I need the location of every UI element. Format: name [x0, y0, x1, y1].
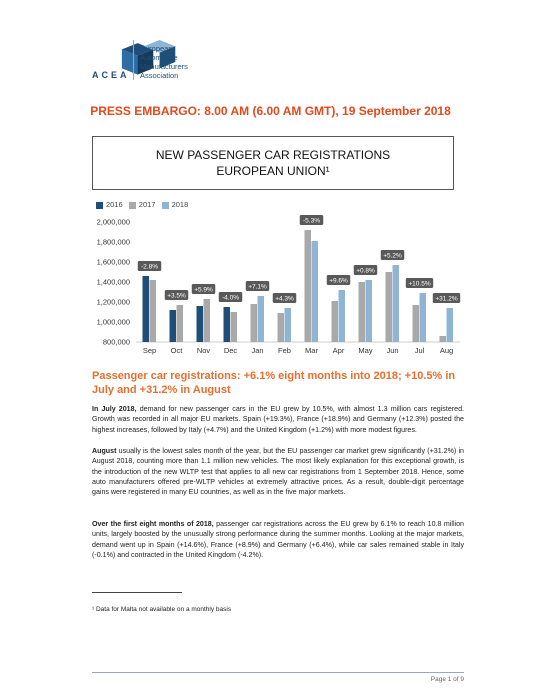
paragraph-lead: Over the first eight months of 2018, — [92, 520, 214, 528]
bar-2018-may — [366, 280, 373, 342]
bar-2017-jul — [413, 305, 420, 342]
bar-2016-dec — [224, 307, 231, 342]
legend-swatch-2017 — [129, 202, 136, 209]
paragraph-july — [92, 404, 464, 435]
bar-2018-aug — [447, 308, 454, 342]
bar-2018-mar — [312, 241, 319, 342]
legend-swatch-2016 — [96, 202, 103, 209]
paragraph-lead: In July 2018, — [92, 405, 137, 413]
logo-divider — [133, 40, 134, 80]
bar-2017-apr — [332, 301, 339, 342]
y-tick-label: 1,200,000 — [96, 297, 130, 307]
title-box — [92, 136, 454, 190]
footnote-divider — [92, 592, 182, 593]
bar-2018-jan — [258, 296, 265, 342]
paragraph-august — [92, 446, 464, 497]
registrations-chart — [92, 212, 467, 362]
org-line: Manufacturers — [140, 62, 188, 71]
page-title: NEW PASSENGER CAR REGISTRATIONS — [155, 148, 391, 162]
paragraph-body: passenger car registrations across the EU grew by 6.1% to reach 10.8 million units, largely boosted by the unusually strong performance during the summer months. Looking at the major markets, demand went up in Spain (+14.6%), France (+8.9%) and Germany (+6.4%), while car sales remained stable in Italy (-0.1%) and contracted in the United Kingdom (-4.2%). — [92, 520, 464, 559]
paragraph-lead: August — [92, 447, 117, 455]
footnote: ¹ Data for Malta not available on a monthly basis — [92, 606, 232, 613]
footer-divider — [92, 672, 464, 673]
section-heading: Passenger car registrations: +6.1% eight months into 2018; +10.5% in July and +31.2% in August — [92, 370, 456, 396]
org-line: Association — [140, 71, 179, 80]
bar-2016-oct — [170, 310, 177, 342]
bar-2017-dec — [231, 312, 238, 342]
y-tick-label: 2,000,000 — [96, 217, 130, 227]
x-tick-label: Oct — [170, 346, 183, 355]
legend-label: 2017 — [138, 200, 156, 209]
paragraph-body: demand for new passenger cars in the EU grew by 10.5%, with almost 1.3 million cars registered. Growth was recorded in all major EU markets. Spain (+19.3%), France (+18.9%) and Germany (+12.3%) posted the highest increases, followed by Italy (+4.7%) and the United Kingdom (+1.2%) with more modest figures. — [92, 405, 464, 434]
bar-2017-sep — [150, 280, 157, 342]
change-label: +5.2% — [383, 252, 402, 260]
y-tick-label: 1,800,000 — [96, 237, 130, 247]
legend-label: 2018 — [171, 200, 189, 209]
x-tick-label: Apr — [332, 346, 345, 355]
legend-swatch-2018 — [162, 202, 169, 209]
x-tick-label: May — [358, 346, 373, 355]
org-line: European — [140, 44, 173, 53]
change-label: +9.6% — [329, 277, 348, 285]
org-name — [140, 44, 188, 80]
change-label: +10.5% — [408, 280, 431, 288]
legend-label: 2016 — [106, 200, 123, 209]
change-label: +7.1% — [248, 283, 267, 291]
y-tick-label: 1,400,000 — [96, 277, 130, 287]
bar-2018-feb — [285, 308, 292, 342]
paragraph-eight-months — [92, 519, 464, 560]
bar-2017-jun — [386, 272, 393, 342]
bar-2017-mar — [305, 230, 312, 342]
bar-2018-apr — [339, 290, 346, 342]
x-tick-label: Sep — [142, 346, 157, 355]
change-label: +4.3% — [275, 295, 294, 303]
org-line: Automobile — [140, 53, 178, 62]
y-tick-label: 800,000 — [102, 337, 130, 347]
x-tick-label: Jul — [414, 346, 425, 355]
bar-2016-sep — [143, 276, 150, 342]
page-subtitle: EUROPEAN UNION¹ — [216, 164, 330, 178]
bar-2018-jun — [393, 265, 400, 342]
bar-2018-jul — [420, 293, 427, 342]
change-label: +31.2% — [435, 295, 458, 303]
change-label: -5.3% — [303, 217, 320, 225]
x-tick-label: Jan — [251, 346, 264, 355]
bar-2017-feb — [278, 313, 285, 342]
change-label: +5.9% — [194, 286, 213, 294]
page-number: Page 1 of 9 — [430, 676, 464, 683]
y-tick-label: 1,000,000 — [96, 317, 130, 327]
embargo-notice: PRESS EMBARGO: 8.00 AM (6.00 AM GMT), 19 September 2018 — [90, 104, 451, 118]
bar-2017-nov — [204, 299, 211, 342]
change-label: -2.8% — [141, 263, 158, 271]
bar-2017-oct — [177, 305, 184, 342]
chart-legend — [92, 200, 188, 209]
bar-2017-jan — [251, 304, 258, 342]
x-tick-label: Nov — [196, 346, 211, 355]
paragraph-body: usually is the lowest sales month of the year, but the EU passenger car market grew significantly (+31.2%) in August 2018, counting more than 1.1 million new vehicles. The most likely explanation for this exceptional growth, is the introduction of the new WLTP test that applies to all new car registrations from 1 September 2018. Hence, some auto manufacturers offered pre-WLTP vehicles at extremely attractive prices. As a result, double-digit percentage gains were registered in many EU countries, as well as in the five major markets. — [92, 447, 464, 497]
x-tick-label: Dec — [223, 346, 238, 355]
x-tick-label: Mar — [305, 346, 318, 355]
x-tick-label: Feb — [278, 346, 291, 355]
change-label: +0.8% — [356, 267, 375, 275]
y-tick-label: 1,600,000 — [96, 257, 130, 267]
bar-2017-may — [359, 282, 366, 342]
x-tick-label: Jun — [386, 346, 399, 355]
bar-2017-aug — [440, 336, 447, 342]
logo-word: ACEA — [92, 70, 130, 80]
x-tick-label: Aug — [439, 346, 454, 355]
change-label: -4.0% — [222, 294, 239, 302]
change-label: +3.5% — [167, 292, 186, 300]
bar-2016-nov — [197, 306, 204, 342]
